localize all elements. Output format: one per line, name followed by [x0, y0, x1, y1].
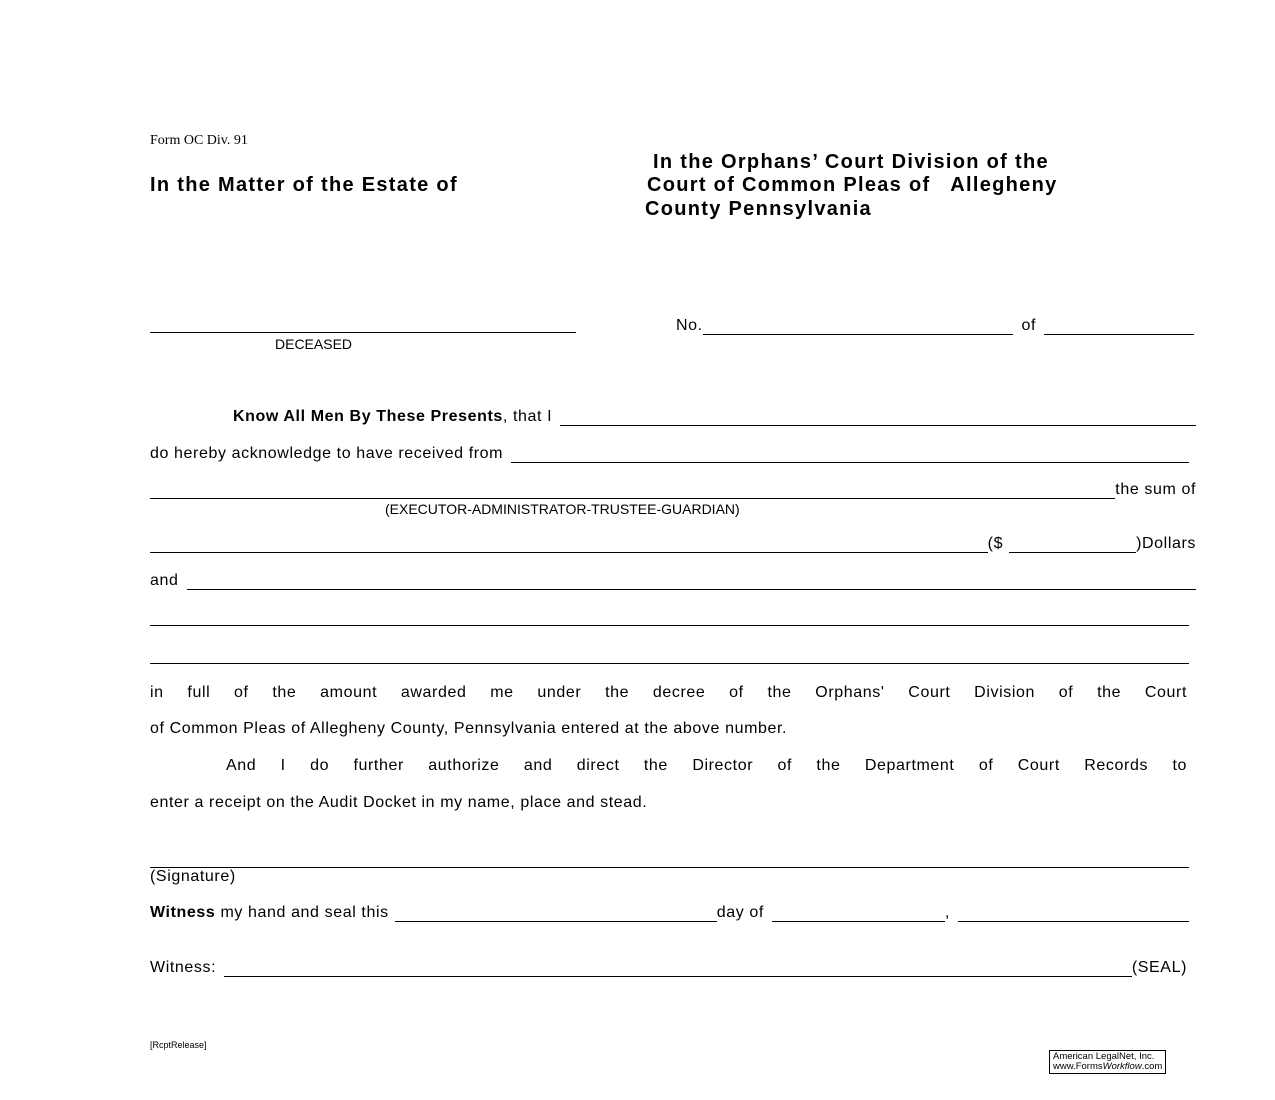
case-number-row — [676, 317, 1194, 335]
seal-label: (SEAL) — [1131, 959, 1187, 976]
case-number-field[interactable] — [703, 320, 1014, 335]
amount-row — [150, 535, 1196, 553]
url-part: .com — [1141, 1061, 1163, 1072]
of-label: of — [1021, 317, 1036, 334]
receiver-row — [233, 408, 1196, 426]
hand-and-seal-label: my hand and seal this — [215, 904, 389, 921]
fiduciary-field[interactable] — [150, 484, 1115, 499]
receiver-name-field[interactable] — [560, 411, 1196, 426]
url-part: www.Forms — [1053, 1061, 1103, 1072]
paragraph-2-line-1: And I do further authorize and direct the Director of the Department of Court Records to — [226, 757, 1187, 774]
court-line-1: In the Orphans’ Court Division of the — [653, 151, 1049, 173]
dollars-label: )Dollars — [1136, 535, 1196, 552]
form-id: Form OC Div. 91 — [150, 133, 248, 148]
year-field[interactable] — [958, 907, 1189, 922]
received-from-field[interactable] — [511, 448, 1189, 463]
caption-estate: In the Matter of the Estate of — [150, 174, 458, 196]
court-line-2: Court of Common Pleas of Allegheny — [647, 174, 1058, 196]
number-label: No. — [676, 317, 703, 334]
month-field[interactable] — [772, 907, 945, 922]
decedent-name-field[interactable] — [150, 318, 576, 338]
paragraph-1-line-2: of Common Pleas of Allegheny County, Pennsylvania entered at the above number. — [150, 720, 788, 737]
publisher-logo — [1049, 1050, 1166, 1074]
publisher-name: American LegalNet, Inc. — [1053, 1051, 1155, 1062]
amount-figure-field[interactable] — [1009, 538, 1136, 553]
witness-date-row — [150, 904, 1189, 922]
deceased-label: DECEASED — [275, 336, 353, 352]
and-label: and — [150, 572, 179, 589]
witness-bold: Witness — [150, 904, 216, 921]
that-i-label: , that I — [502, 408, 553, 425]
comma: , — [944, 904, 950, 921]
and-row — [150, 572, 1196, 590]
publisher-url — [1053, 1062, 1162, 1072]
url-part: Workflow — [1102, 1061, 1142, 1072]
paragraph-2-line-2: enter a receipt on the Audit Docket in my name, place and stead. — [150, 794, 648, 811]
sum-of-label: the sum of — [1115, 481, 1196, 498]
witness-row — [150, 959, 1187, 977]
received-from-label: do hereby acknowledge to have received from — [150, 445, 504, 462]
form-code: [RcptRelease] — [150, 1040, 207, 1050]
and-field[interactable] — [187, 575, 1197, 590]
witness-label: Witness: — [150, 959, 217, 976]
know-all-men: Know All Men By These Presents — [233, 408, 503, 425]
paragraph-1-line-1: in full of the amount awarded me under the decree of the Orphans' Court Division of the Court — [150, 684, 1187, 701]
signature-label: (Signature) — [150, 868, 236, 885]
extra-line-1[interactable] — [150, 611, 1189, 631]
witness-field[interactable] — [224, 962, 1132, 977]
role-caption: (EXECUTOR-ADMINISTRATOR-TRUSTEE-GUARDIAN) — [385, 501, 740, 517]
role-row — [150, 481, 1196, 499]
received-from-row — [150, 445, 1189, 463]
dollar-open: ($ — [987, 535, 1004, 552]
court-line-3: County Pennsylvania — [645, 198, 872, 220]
day-field[interactable] — [395, 907, 717, 922]
extra-line-2[interactable] — [150, 649, 1189, 669]
signature-field[interactable] — [150, 853, 1189, 873]
day-of-label: day of — [716, 904, 764, 921]
case-year-field[interactable] — [1044, 320, 1194, 335]
amount-words-field[interactable] — [150, 538, 988, 553]
